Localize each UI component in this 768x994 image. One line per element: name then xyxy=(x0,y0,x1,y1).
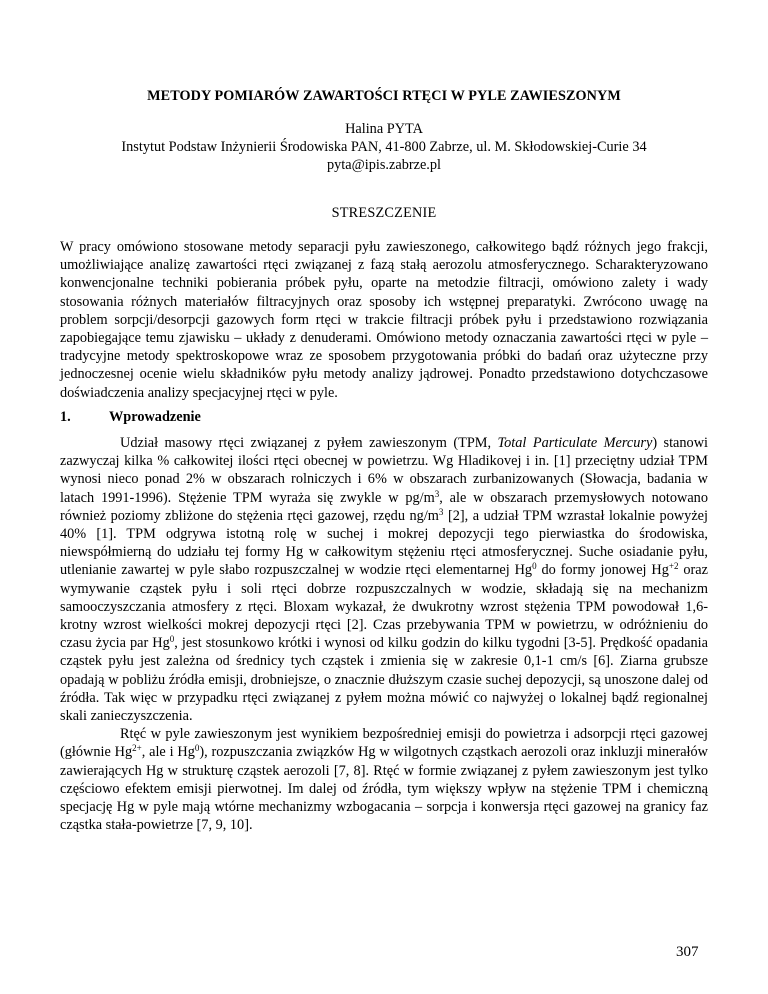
superscript: 2+ xyxy=(132,743,142,754)
superscript: 0 xyxy=(194,743,200,754)
text-run: oraz wymywanie cząstek pyłu i soli rtęci dobrze rozpuszczalnych w wodzie, składają się na mechanizm samooczyszczania atmosfery z rtęci. Bloxam wykazał, że dwukrotny wzrost stężenia TPM powodował 1,6-krotny wzrost wielkości mokrej depozycji rtęci [2]. Czas przebywania TPM w powietrzu, w odróżnieniu do czasu życia par Hg xyxy=(60,562,708,652)
paragraph-1 xyxy=(60,434,708,725)
text-run: , jest stosunkowo krótki i wynosi od kilku godzin do kilku tygodni [3-5]. Prędkość opadania cząstek pyłu jest zależna od średnicy tych cząstek i zmienia się w zakresie 0,1-1 cm/s [6]. Ziarna grubsze opadają w pobliżu źródła emisji, drobniejsze, o znacznie dłuższym czasie suchej depozycji, są unoszone dalej od źródła. Tak więc w przypadku rtęci związanej z pyłem można mówić co najwyżej o lokalnej bądź regionalnej skali zanieczyszczenia. xyxy=(60,635,708,725)
text-run: Udział masowy rtęci związanej z pyłem zawieszonym (TPM, xyxy=(120,435,498,451)
section-number: 1. xyxy=(60,409,71,425)
italic-term: Total Particulate Mercury xyxy=(497,435,653,451)
abstract-heading: STRESZCZENIE xyxy=(331,205,437,221)
author-email: pyta@ipis.zabrze.pl xyxy=(327,157,441,173)
superscript: +2 xyxy=(668,561,679,572)
text-run: [2], a udział TPM wzrastał lokalnie powyżej 40% [1]. TPM odgrywa istotną rolę w suchej i mokrej depozycji tego pierwiastka do środowiska, niewspółmierną do udziału tej formy Hg w całkowitym stężeniu rtęci atmosferycznej. Suche osiadanie pyłu, utlenianie zawartej w pyle słabo rozpuszczalnej w wodzie rtęci elementarnej Hg xyxy=(60,507,708,579)
paper-title: METODY POMIARÓW ZAWARTOŚCI RTĘCI W PYLE ZAWIESZONYM xyxy=(147,88,621,104)
section-body xyxy=(60,434,708,834)
superscript: 0 xyxy=(532,561,537,572)
superscript: 3 xyxy=(438,506,444,517)
paragraph-2 xyxy=(60,725,708,834)
abstract-text: W pracy omówiono stosowane metody separacji pyłu zawieszonego, całkowitego bądź różnych jego frakcji, umożliwiające analizę zawartości rtęci związanej z fazą stałą aerozolu atmosferycznego. Scharakteryzowano konwencjonalne techniki pobierania próbek pyłu, oparte na metodzie filtracji, omówiono zalety i wady stosowania różnych materiałów filtracyjnych oraz sposoby ich wstępnej preparatyki. Zwrócono uwagę na problem sorpcji/desorpcji gazowych form rtęci w trakcie filtracji próbek pyłu i przedstawiono rozwiązania zapobiegające temu zjawisku – układy z denuderami. Omówiono metody oznaczania zawartości rtęci w pyle – tradycyjne metody spektroskopowe wraz ze sposobem przygotowania próbki do badań oraz użyteczne przy jednoczesnej ocenie wielu składników pyłu metody analizy jądrowej. Ponadto przedstawiono dotychczasowe doświadczenia analizy specjacyjnej rtęci w pyle. xyxy=(60,239,708,401)
author-affiliation: Instytut Podstaw Inżynierii Środowiska PAN, 41-800 Zabrze, ul. M. Skłodowskiej-Curie 34 xyxy=(121,139,647,155)
text-run: do formy jonowej Hg xyxy=(536,562,669,579)
superscript: 3 xyxy=(434,488,440,499)
text-run: ) stanowi zazwyczaj kilka % całkowitej ilości rtęci obecnej w powietrzu. Wg Hladikovej i in. [1] przeciętny udział TPM wynosi nieco ponad 2% w obszarach rolniczych i 6% w obszarach zurbanizowanych (Słowacja, badania w latach 1991-1996). Stężenie TPM wyraża się zwykle w pg/m xyxy=(60,435,708,506)
author-name: Halina PYTA xyxy=(345,121,423,137)
text-run: , ale i Hg xyxy=(141,744,195,761)
section-title: Wprowadzenie xyxy=(109,409,201,425)
section-heading xyxy=(60,409,201,426)
superscript: 0 xyxy=(169,634,175,645)
text-run: Rtęć w pyle zawieszonym jest wynikiem bezpośredniej emisji do powietrza i adsorpcji rtęci gazowej (głównie Hg xyxy=(60,726,708,761)
text-run: , ale w obszarach przemysłowych notowano również poziomy zbliżone do stężenia rtęci gazowej, rzędu ng/m xyxy=(60,489,708,524)
page-number: 307 xyxy=(676,944,699,960)
text-run: ), rozpuszczania związków Hg w wilgotnych cząstkach aerozoli oraz inkluzji minerałów zawierających Hg w strukturę cząstek aerozoli [7, 8]. Rtęć w formie związanej z pyłem zawieszonym jest tylko częściowo efektem emisji pierwotnej. Im dalej od źródła, tym większy wpływ na stężenie TPM i chemiczną specjację Hg w pyle mają wtórne mechanizmy wzbogacania – sorpcja i konwersja rtęci gazowej na granicy faz cząstka stała-powietrze [7, 9, 10]. xyxy=(60,744,708,834)
